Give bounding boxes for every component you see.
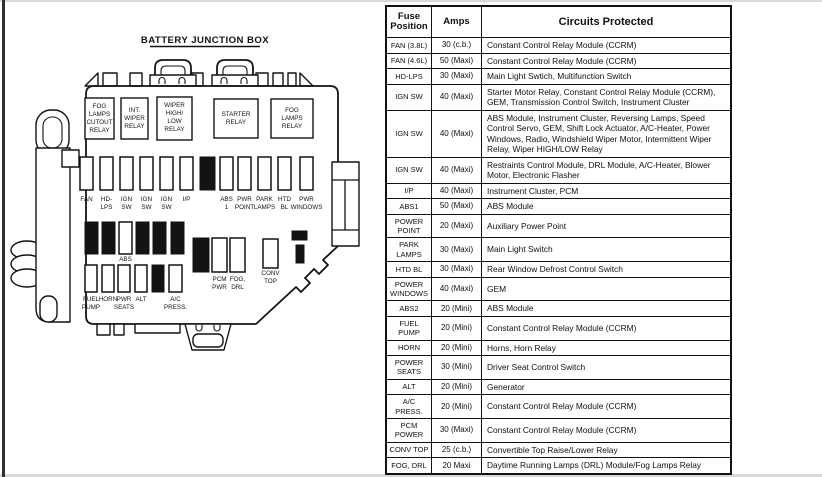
fuse-row — [386, 379, 731, 395]
cell-amps: 20 (Mini) — [432, 316, 482, 340]
fuse-row — [386, 458, 731, 474]
cell-amps: 20 (Mini) — [432, 395, 482, 419]
relay-box-starter — [214, 99, 258, 138]
relay-label: FOG LAMPS RELAY — [281, 107, 303, 130]
relay-box-fog-lamps-cutout — [85, 98, 114, 139]
cell-amps: 30 (Maxi) — [432, 419, 482, 443]
fuse-label: PCM PWR — [212, 276, 227, 291]
fuse-label: PARK LAMPS — [253, 196, 276, 211]
fuse-slot-pwr-windows — [300, 157, 313, 190]
fuse-label: ABS — [119, 256, 132, 263]
handle-right — [212, 60, 258, 86]
fuse-slot-filled — [153, 222, 166, 254]
fuse-slot-filled — [136, 222, 149, 254]
header-amps: Amps — [432, 6, 482, 38]
fuse-slot-fog-drl — [230, 238, 245, 272]
cell-amps: 40 (Maxi) — [432, 183, 482, 199]
fuse-label: HTD BL — [278, 196, 291, 211]
relay-box-int-wiper — [121, 98, 148, 139]
bottom-tabs — [97, 324, 231, 350]
fuse-row-middle — [85, 222, 184, 271]
fuse-slot-filled — [296, 245, 304, 263]
fuse-slot-filled — [171, 222, 184, 254]
fuse-row — [386, 199, 731, 215]
fuse-row — [386, 157, 731, 183]
fuse-row — [386, 419, 731, 443]
cell-amps: 50 (Maxi) — [432, 53, 482, 69]
fuse-row — [386, 183, 731, 199]
fuse-slot-conv-top — [263, 239, 278, 268]
fuse-slot-filled — [292, 231, 307, 240]
cell-position: POWER POINT — [386, 214, 432, 238]
relay-box-wiper-high-low — [157, 97, 192, 140]
right-connector — [332, 162, 359, 246]
cell-position: IGN SW — [386, 110, 432, 157]
fuse-slot-ign-sw-1 — [120, 157, 133, 190]
cell-position: I/P — [386, 183, 432, 199]
cell-circuits: Constant Control Relay Module (CCRM) — [482, 419, 732, 443]
fuse-row-bottom — [82, 265, 187, 311]
fuse-table-header — [386, 6, 731, 38]
cell-amps: 25 (c.b.) — [432, 442, 482, 458]
fuse-row — [386, 442, 731, 458]
fuse-row — [386, 53, 731, 69]
top-tabs — [85, 60, 313, 86]
cell-position: POWER SEATS — [386, 356, 432, 380]
cell-circuits: Restraints Control Module, DRL Module, A/C-Heater, Blower Motor, Electronic Flasher — [482, 157, 732, 183]
fuse-row — [386, 301, 731, 317]
cell-amps: 20 (Mini) — [432, 340, 482, 356]
cell-circuits: Generator — [482, 379, 732, 395]
cell-circuits: Constant Control Relay Module (CCRM) — [482, 316, 732, 340]
cell-circuits: Starter Motor Relay, Constant Control Relay Module (CCRM), GEM, Transmission Control Switch, Instrument Cluster — [482, 84, 732, 110]
fuse-slot-filled — [102, 222, 115, 254]
fuse-slot-alt — [135, 265, 147, 292]
cell-position: ABS2 — [386, 301, 432, 317]
fuse-slot-ip — [180, 157, 193, 190]
cell-amps: 30 (Maxi) — [432, 238, 482, 262]
cell-circuits: Constant Control Relay Module (CCRM) — [482, 395, 732, 419]
cell-amps: 50 (Maxi) — [432, 199, 482, 215]
fuse-slot-ac-press — [169, 265, 182, 292]
cell-position: FOG, DRL — [386, 458, 432, 474]
fuse-table — [385, 5, 732, 475]
fuse-label: A/C PRESS. — [163, 296, 188, 311]
cell-circuits: Driver Seat Control Switch — [482, 356, 732, 380]
cell-position: HD-LPS — [386, 69, 432, 85]
fuse-slot-abs2 — [119, 222, 132, 254]
cell-position: ALT — [386, 379, 432, 395]
cell-amps: 20 (Mini) — [432, 379, 482, 395]
fuse-label: CONV TOP — [261, 270, 280, 285]
fuse-row — [386, 316, 731, 340]
cell-circuits: Main Light Switch — [482, 238, 732, 262]
cell-circuits: ABS Module, Instrument Cluster, Reversing Lamps, Speed Control Servo, GEM, Shift Lock Actuator, A/C-Heater, Power Windows, Radio, Windshield Wiper Motor, Intermittent Wiper Relay, Wiper HIGH/LOW Relay — [482, 110, 732, 157]
cell-position: ABS1 — [386, 199, 432, 215]
fuse-slot-fuel-pump — [85, 265, 97, 292]
cell-position: A/C PRESS. — [386, 395, 432, 419]
fuse-label: ABS 1 — [220, 196, 233, 211]
fuse-slot-ign-sw-3 — [160, 157, 173, 190]
cell-circuits: Auxiliary Power Point — [482, 214, 732, 238]
cell-amps: 30 (Maxi) — [432, 69, 482, 85]
cell-circuits: Constant Control Relay Module (CCRM) — [482, 53, 732, 69]
header-circuits-protected: Circuits Protected — [482, 6, 732, 38]
fuse-label: IGN SW — [160, 196, 173, 211]
fuse-row — [386, 69, 731, 85]
cell-position: IGN SW — [386, 157, 432, 183]
fuse-row — [386, 84, 731, 110]
fuse-label: FOG, DRL — [229, 276, 246, 291]
cell-circuits: Rear Window Defrost Control Switch — [482, 262, 732, 278]
cell-position: POWER WINDOWS — [386, 277, 432, 301]
relay-label: INT. WIPER RELAY — [124, 107, 145, 130]
fuse-slot-pwr-seats — [118, 265, 130, 292]
fuse-label: ALT — [135, 296, 147, 303]
cell-amps: 40 (Maxi) — [432, 157, 482, 183]
cell-circuits: Convertible Top Raise/Lower Relay — [482, 442, 732, 458]
fuse-row — [386, 262, 731, 278]
fuse-label: PWR WINDOWS — [290, 196, 323, 211]
fuse-slot-filled — [200, 157, 215, 190]
fuse-table-section — [385, 5, 721, 475]
fuse-row — [386, 356, 731, 380]
cell-circuits: Constant Control Relay Module (CCRM) — [482, 38, 732, 54]
cell-circuits: Instrument Cluster, PCM — [482, 183, 732, 199]
cell-position: HORN — [386, 340, 432, 356]
cell-amps: 40 (Maxi) — [432, 84, 482, 110]
handle-left — [150, 60, 196, 86]
relay-box-fog-lamps — [271, 99, 313, 138]
cell-amps: 40 (Maxi) — [432, 277, 482, 301]
cell-circuits: ABS Module — [482, 199, 732, 215]
cell-position: FAN (4.6L) — [386, 53, 432, 69]
fuse-slot-filled — [85, 222, 98, 254]
fuse-label: PWR POINT — [234, 196, 255, 211]
cell-amps: 20 (Mini) — [432, 301, 482, 317]
fuse-row — [386, 238, 731, 262]
fuse-slot-htd-bl — [278, 157, 291, 190]
cell-amps: 30 (c.b.) — [432, 38, 482, 54]
fuse-row — [386, 277, 731, 301]
fuse-row — [386, 214, 731, 238]
cell-position: FUEL PUMP — [386, 316, 432, 340]
fuse-slot-abs1 — [220, 157, 233, 190]
cell-amps: 20 Maxi — [432, 458, 482, 474]
cell-circuits: ABS Module — [482, 301, 732, 317]
cell-amps: 30 (Maxi) — [432, 262, 482, 278]
fuse-slot-park-lamps — [258, 157, 271, 190]
header-fuse-position: Fuse Position — [386, 6, 432, 38]
fuse-slot-fan — [80, 157, 93, 190]
fuse-label: IGN SW — [120, 196, 133, 211]
fuse-label: PWR SEATS — [113, 296, 135, 311]
relay-label: FOG LAMPS CUTOUT RELAY — [86, 103, 113, 134]
fuse-label: HD-LPS — [100, 196, 113, 211]
fuse-slot-pwr-point — [238, 157, 251, 190]
fuse-label: FAN — [80, 196, 93, 203]
cell-position: PARK LAMPS — [386, 238, 432, 262]
fuse-slot-ign-sw-2 — [140, 157, 153, 190]
cell-circuits: Main Light Swtich, Multifunction Switch — [482, 69, 732, 85]
cell-position: IGN SW — [386, 84, 432, 110]
cell-amps: 40 (Maxi) — [432, 110, 482, 157]
cell-position: CONV TOP — [386, 442, 432, 458]
fuse-row-top — [80, 157, 322, 211]
cell-circuits: Horns, Horn Relay — [482, 340, 732, 356]
fuse-slot-filled — [193, 238, 209, 272]
cell-position: PCM POWER — [386, 419, 432, 443]
cell-amps: 30 (Mini) — [432, 356, 482, 380]
fuse-label: HORN — [98, 296, 118, 303]
fuse-row — [386, 110, 731, 157]
battery-junction-box-diagram — [0, 0, 383, 477]
fuse-slot-pcm-pwr — [212, 238, 227, 272]
cell-position: HTD BL — [386, 262, 432, 278]
fuse-row — [386, 395, 731, 419]
fuse-slot-hd-lps — [100, 157, 113, 190]
fuse-row — [386, 340, 731, 356]
fuse-label: IGN SW — [140, 196, 153, 211]
cell-circuits: GEM — [482, 277, 732, 301]
diagram-title: BATTERY JUNCTION BOX — [140, 35, 270, 46]
left-connector — [11, 110, 70, 322]
relay-label: STARTER RELAY — [221, 111, 251, 126]
fuse-row — [386, 38, 731, 54]
fuse-table-body — [386, 38, 731, 474]
fuse-label: FUEL PUMP — [81, 296, 101, 311]
fuse-slot-horn — [102, 265, 114, 292]
cell-amps: 20 (Maxi) — [432, 214, 482, 238]
relay-label: WIPER HIGH/ LOW RELAY — [164, 102, 185, 133]
junction-box-svg — [0, 0, 383, 477]
cell-circuits: Daytime Running Lamps (DRL) Module/Fog Lamps Relay — [482, 458, 732, 474]
cell-position: FAN (3.8L) — [386, 38, 432, 54]
left-wall-tab — [62, 150, 79, 167]
fuse-slot-filled — [152, 265, 164, 292]
fuse-cluster-mid-right — [193, 231, 307, 291]
fuse-label: I/P — [182, 196, 191, 203]
